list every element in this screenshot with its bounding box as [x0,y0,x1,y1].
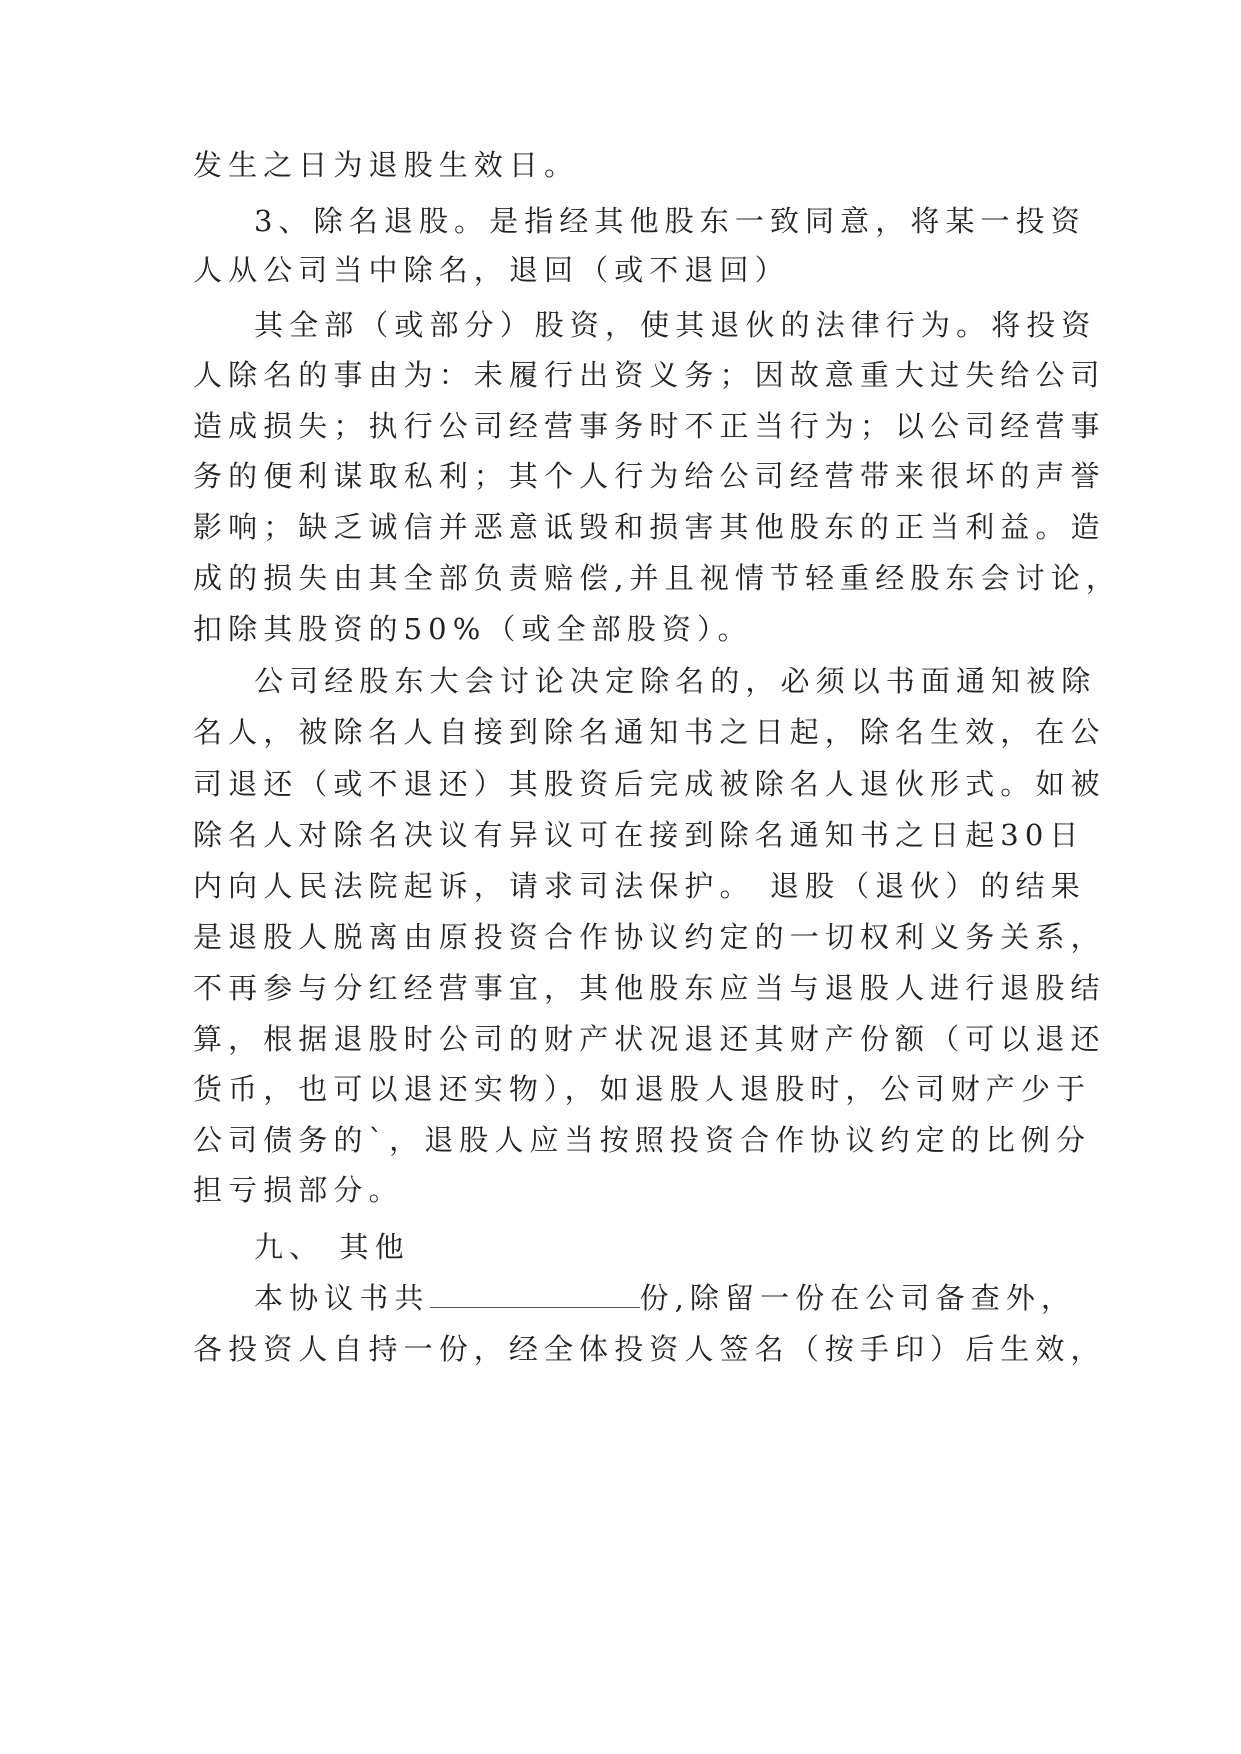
text-line: 3、除名退股。是指经其他股东一致同意，将某一投资 [254,204,1086,238]
agreement-copies-line [254,1273,1077,1323]
text-line: 各投资人自持一份，经全体投资人签名（按手印）后生效， [193,1332,1106,1366]
section-heading: 九、 其他 [254,1230,410,1264]
agreement-copies-prefix: 本协议书共 [254,1281,430,1315]
text-line: 人从公司当中除名，退回（或不退回） [193,253,790,287]
text-line: 扣除其股资的50%（或全部股资）。 [193,612,753,646]
text-line: 除名人对除名决议有异议可在接到除名通知书之日起30日 [193,818,1085,852]
text-line: 成的损失由其全部负责赔偿,并且视情节轻重经股东会讨论， [193,561,1121,595]
text-line: 务的便利谋取私利；其个人行为给公司经营带来很坏的声誉 [193,459,1106,493]
text-line: 算，根据退股时公司的财产状况退还其财产份额（可以退还 [193,1022,1106,1056]
text-line: 造成损失；执行公司经营事务时不正当行为；以公司经营事 [193,409,1106,443]
text-line: 发生之日为退股生效日。 [193,148,580,182]
agreement-copies-suffix: 份,除留一份在公司备查外， [639,1281,1077,1315]
text-line: 内向人民法院起诉，请求司法保护。 退股（退伙）的结果 [193,869,1086,903]
text-line: 是退股人脱离由原投资合作协议约定的一切权利义务关系， [193,920,1106,954]
text-line: 人除名的事由为：未履行出资义务；因故意重大过失给公司 [193,358,1106,392]
copies-blank-field [430,1285,640,1308]
text-line: 公司经股东大会讨论决定除名的，必须以书面通知被除 [254,664,1097,698]
text-line: 货币，也可以退还实物），如退股人退股时，公司财产少于 [193,1072,1092,1106]
text-line: 不再参与分红经营事宜，其他股东应当与退股人进行退股结 [193,971,1106,1005]
text-line: 影响；缺乏诚信并恶意诋毁和损害其他股东的正当利益。造 [193,510,1106,544]
text-line: 公司债务的`，退股人应当按照投资合作协议约定的比例分 [193,1123,1092,1157]
text-line: 担亏损部分。 [193,1173,404,1207]
text-line: 司退还（或不退还）其股资后完成被除名人退伙形式。如被 [193,767,1106,801]
text-line: 名人，被除名人自接到除名通知书之日起，除名生效，在公 [193,715,1106,749]
text-line: 其全部（或部分）股资，使其退伙的法律行为。将投资 [254,308,1097,342]
